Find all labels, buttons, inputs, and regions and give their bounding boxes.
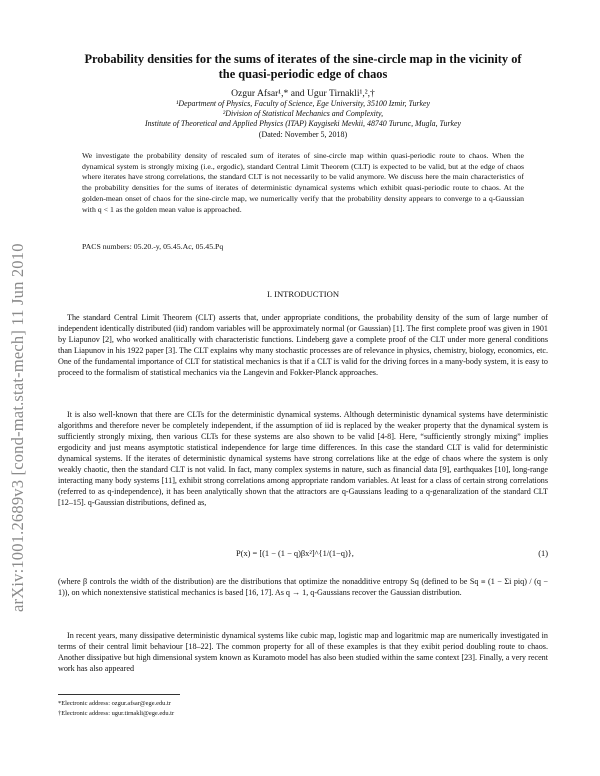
affiliation-3: Institute of Theoretical and Applied Physics (ITAP) Kaygiseki Mevkii, 48740 Turunc, Mugla, Turkey	[144, 119, 462, 128]
footnote-rule	[58, 694, 180, 695]
dated-line: (Dated: November 5, 2018)	[258, 130, 348, 139]
affiliation-1: ¹Department of Physics, Faculty of Science, Ege University, 35100 Izmir, Turkey	[176, 99, 430, 108]
authors: Ozgur Afsar¹,* and Ugur Tirnakli¹,²,†	[231, 88, 375, 99]
affiliation-2: ²Division of Statistical Mechanics and Complexity,	[222, 109, 384, 118]
arxiv-identifier: arXiv:1001.2689v3 [cond-mat.stat-mech] 11 Jun 2010	[8, 243, 27, 612]
equation-formula: P(x) = [(1 − (1 − q)βx²]^{1/(1−q)},	[236, 549, 354, 558]
equation-number: (1)	[538, 549, 548, 558]
title-line-1: Probability densities for the sums of iterates of the sine-circle map in the vicinity of	[84, 52, 522, 66]
paragraph-2-continued: (where β controls the width of the distribution) are the distributions that optimize the nonadditive entropy Sq (defined to be Sq ≡ (1 − Σi piq) / (q − 1)), on which nonextensive statistical mechanics is based [16, 17]. As q → 1, q-Gaussians recover the Gaussian distribution.	[58, 577, 548, 597]
section-heading: I. INTRODUCTION	[266, 289, 340, 299]
paper-title	[58, 52, 548, 82]
pacs-numbers: PACS numbers: 05.20.-y, 05.45.Ac, 05.45.Pq	[82, 242, 224, 251]
paragraph-1: The standard Central Limit Theorem (CLT) asserts that, under appropriate conditions, the probability density of the sum of large number of independent identically distributed (iid) random variables will be approximately normal (or Gaussian) [1]. The first complete proof was given in 1901 by Liapunov [2], who worked analitically with characteristic functions. Lindeberg gave a complete proof of the CLT under more general conditions than Liapunov in his 1922 paper [3]. The CLT explains why many stochastic processes are of relevance in physics, chemistry, biology, economics, etc. One of the fundamental importance of CLT for statistical mechanics is that if a CLT is valid for the driving forces in a many-body system, it is easy to proceed to the formalism of statistical mechanics via the Langevin and Fokker-Planck approaches.	[58, 313, 548, 377]
paragraph-2: It is also well-known that there are CLTs for the deterministic dynamical systems. Although deterministic dynamical systems have deterministic algorithms and therefore never be completely independent, if the assumption of iid is replaced by the weaker property that the dynamical system is sufficiently strongly mixing, then various CLTs for these systems are also shown to be valid [4-8]. Here, “sufficiently strongly mixing” implies ergodicity and just means asymptotic statistical independence for large time differences. In this case the standard CLT is valid for deterministic dynamical systems. If the iterates of deterministic dynamical systems have strong correlations like at the edge of chaos where the system is only weakly chaotic, then the standard CLT is not valid. In fact, many complex systems in nature, such as financial data [9], earthquakes [10], long-range interacting many body systems [11], exhibit strong correlations among appropriate random variables. At least for a class of certain strong correlations (referred to as q-independence), it has been analytically shown that the attractors are q-Gaussians leading to a q-genaralization of the standard CLT [12–15]. q-Gaussian distributions, defined as,	[58, 410, 548, 507]
footnote-2: †Electronic address: ugur.tirnakli@ege.edu.tr	[58, 710, 175, 717]
footnote-1: *Electronic address: ozgur.afsar@ege.edu.tr	[58, 700, 171, 707]
abstract: We investigate the probability density of rescaled sum of iterates of sine-circle map within quasi-periodic route to chaos. When the dynamical system is strongly mixing (i.e., ergodic), standard Central Limit Theorem (CLT) is expected to be valid, but at the edge of chaos where iterates have strong correlations, the standard CLT is not necessarily to be valid anymore. We discuss here the main characteristics of the probability densities for the sums of iterates of deterministic dynamical systems which exhibit quasi-periodic route to chaos. At the golden-mean onset of chaos for the sine-circle map, we numerically verify that the probability density appears to converge to a q-Gaussian with q < 1 as the golden mean value is approached.	[82, 151, 524, 214]
title-line-2: the quasi-periodic edge of chaos	[218, 66, 388, 81]
paragraph-3: In recent years, many dissipative deterministic dynamical systems like cubic map, logistic map and logaritmic map are numerically investigated in terms of their central limit behaviour [18–22]. The common property for all of these examples is that they exibit period doubling route to chaos. Another dissipative but high dimensional system known as Kuramoto model has also been studied within the same context [23]. Finally, a very recent work has also appeared	[58, 631, 548, 673]
